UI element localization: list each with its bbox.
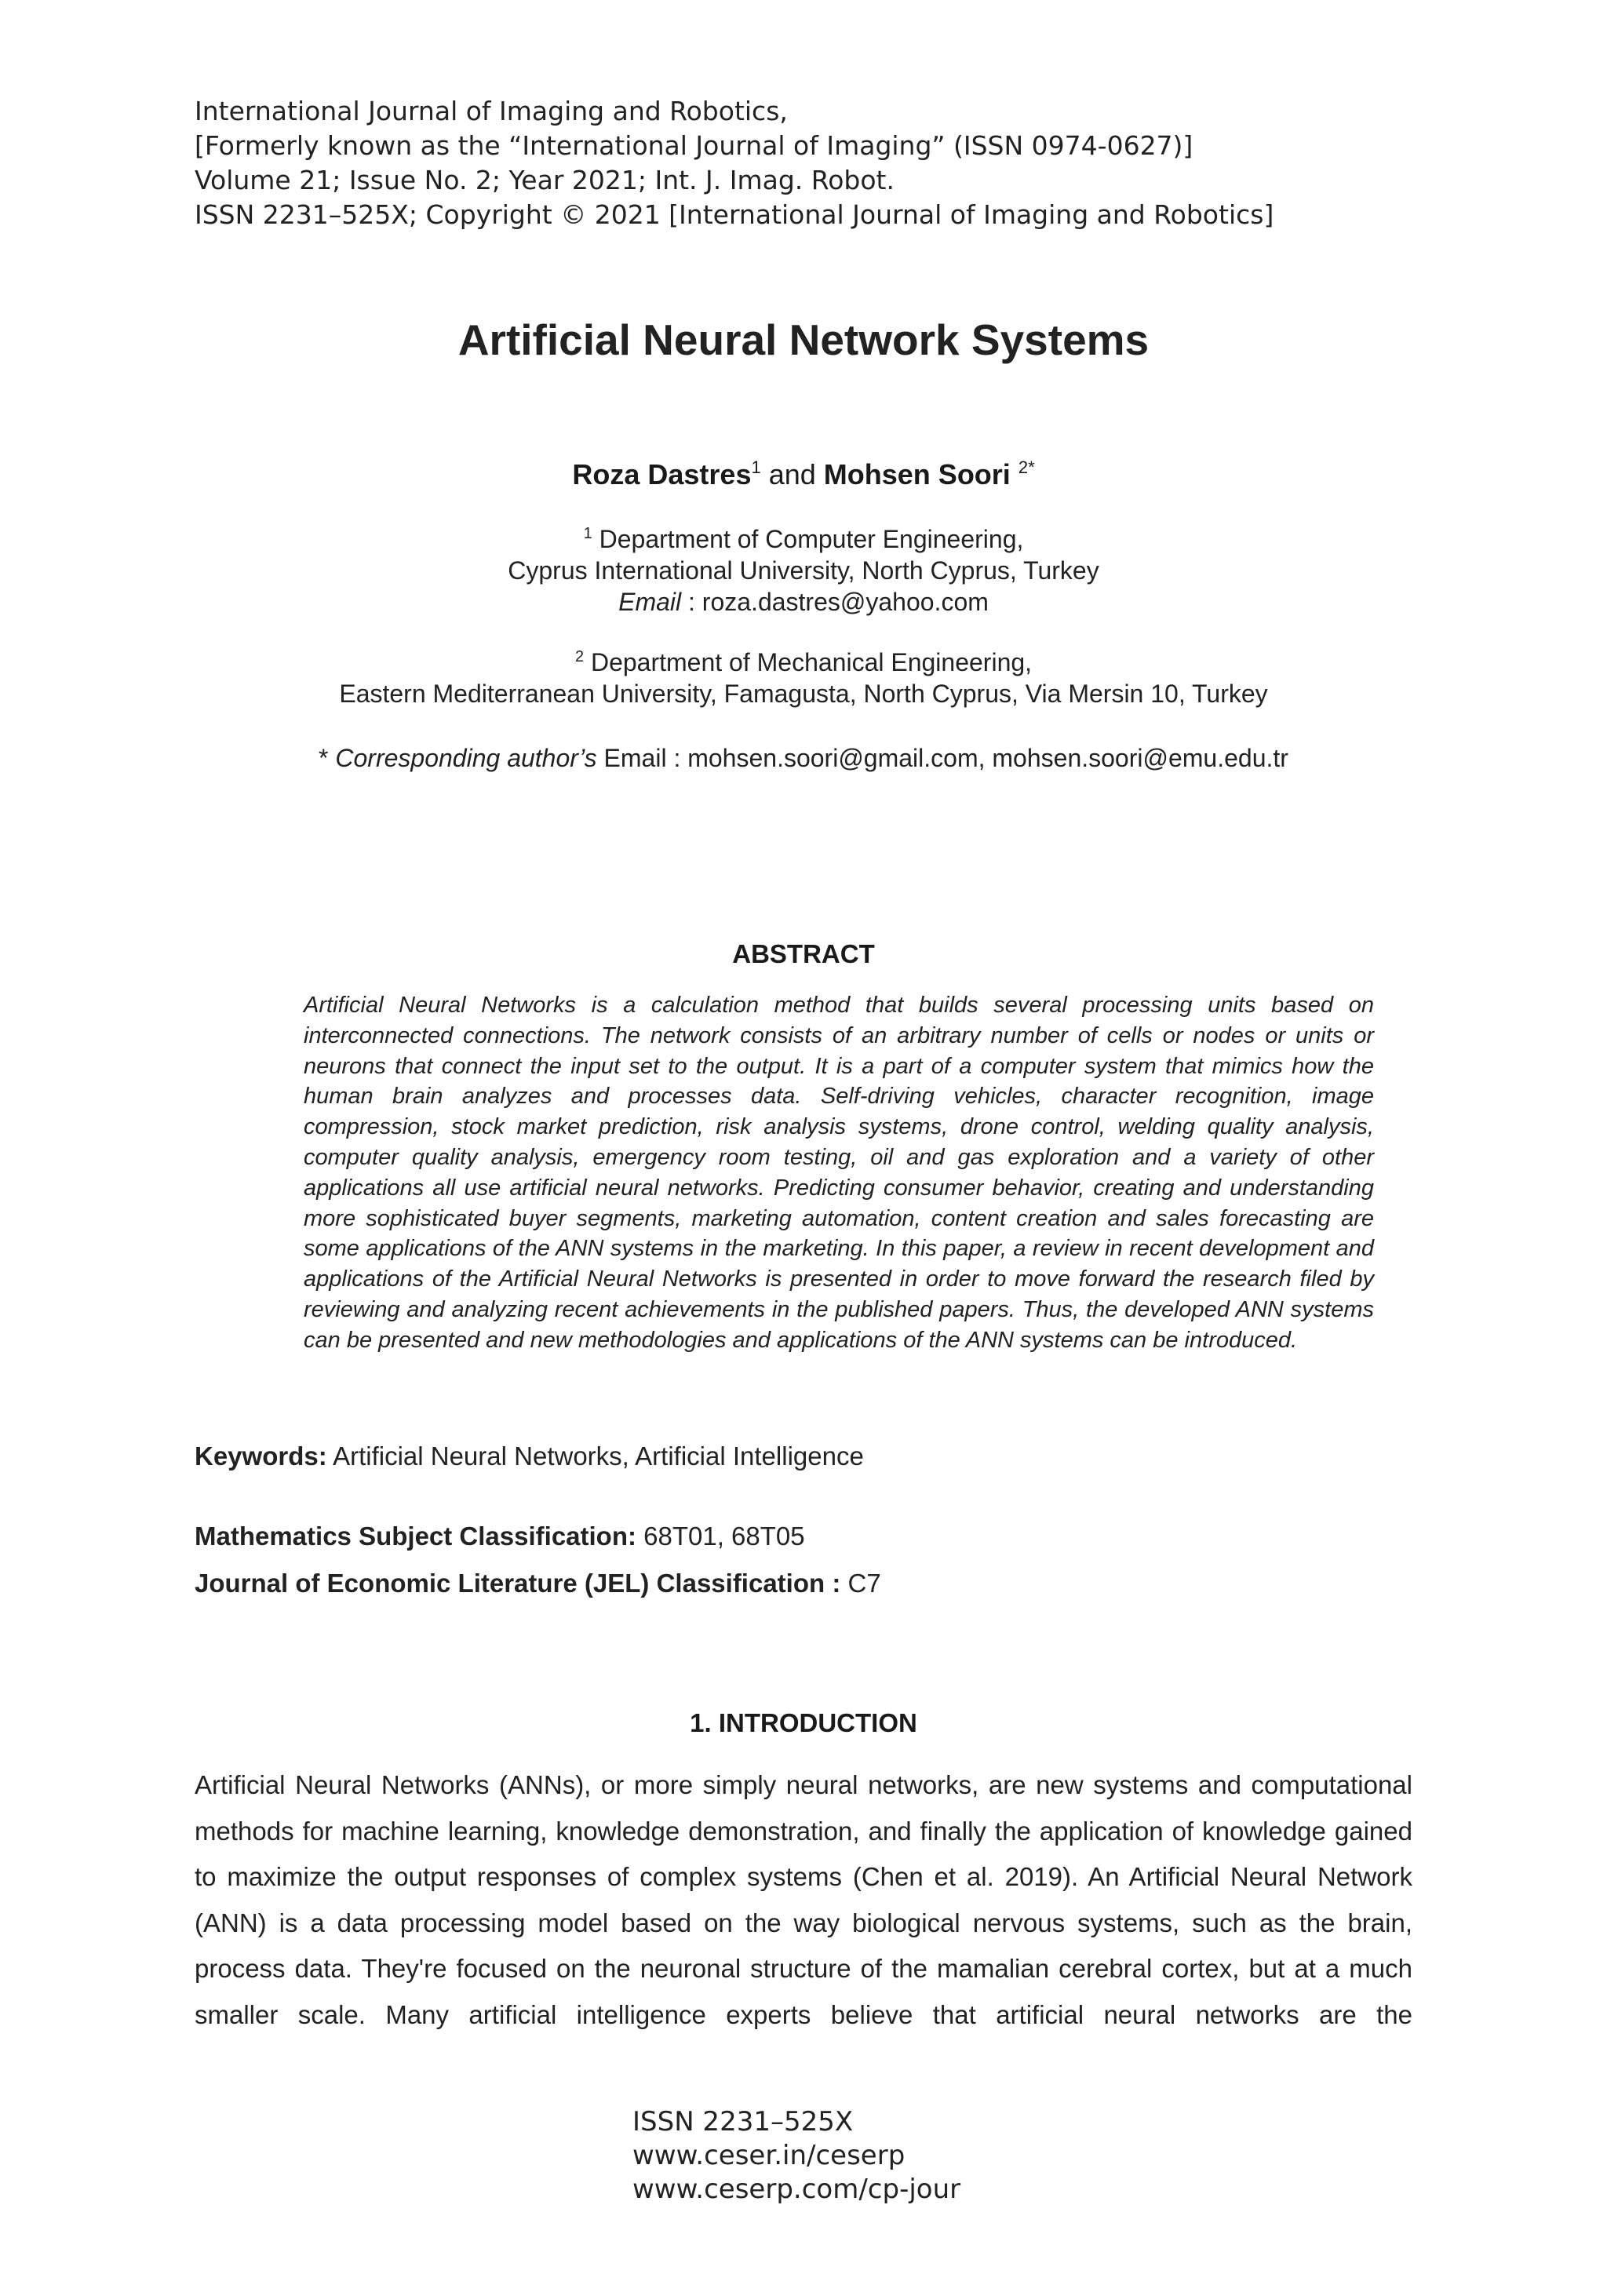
journal-header-line: [Formerly known as the “International Journal of Imaging” (ISSN 0974-0627)] (195, 130, 1193, 161)
journal-header-line: ISSN 2231–525X; Copyright © 2021 [International Journal of Imaging and Robotics] (195, 199, 1274, 230)
keywords-label: Keywords: (195, 1441, 327, 1471)
affiliation-1 (0, 523, 1607, 618)
author-line (0, 455, 1607, 494)
affiliation-university: Eastern Mediterranean University, Famagusta, North Cyprus, Via Mersin 10, Turkey (339, 680, 1268, 708)
jel-classification (195, 1566, 1419, 1601)
corresponding-emails: Email : mohsen.soori@gmail.com, mohsen.soori@emu.edu.tr (596, 744, 1288, 772)
corresponding-label: Corresponding author’s (335, 744, 597, 772)
keywords (195, 1439, 1419, 1474)
affiliation-2 (0, 647, 1607, 709)
corresponding-author (0, 742, 1607, 774)
jel-label: Journal of Economic Literature (JEL) Classification : (195, 1569, 841, 1598)
section-heading: 1. INTRODUCTION (690, 1708, 917, 1737)
corresponding-asterisk: * (319, 744, 336, 772)
affiliation-department: Department of Mechanical Engineering, (584, 648, 1033, 676)
author-name: Roza Dastres (572, 458, 752, 490)
affiliation-department: Department of Computer Engineering, (592, 525, 1024, 553)
abstract-body: Artificial Neural Networks is a calculation method that builds several processing units based on interconnected connections. The network consists of an arbitrary number of cells or nodes or units or neurons that connect the input set to the output. It is a part of a computer system that mimics how the human brain analyzes and processes data. Self-driving vehicles, character recognition, image compression, stock market prediction, risk analysis systems, drone control, welding quality analysis, computer quality analysis, emergency room testing, oil and gas exploration and a variety of other applications all use artificial neural networks. Predicting consumer behavior, creating and understanding more sophisticated buyer segments, marketing automation, content creation and sales forecasting are some applications of the ANN systems in the marketing. In this paper, a review in recent development and applications of the Artificial Neural Networks is presented in order to move forward the research filed by reviewing and analyzing recent achievements in the published papers. Thus, the developed ANN systems can be presented and new methodologies and applications of the ANN systems can be introduced. (304, 993, 1374, 1353)
affiliation-mark: 2 (574, 648, 585, 665)
jel-value: C7 (840, 1569, 881, 1598)
msc-value: 68T01, 68T05 (636, 1522, 805, 1551)
email-address: : roza.dastres@yahoo.com (681, 588, 989, 616)
affiliation-mark: 1 (583, 525, 592, 542)
paper-title: Artificial Neural Network Systems (457, 315, 1150, 364)
email-label: Email (618, 588, 682, 616)
msc-label: Mathematics Subject Classification: (195, 1522, 636, 1551)
keywords-value: Artificial Neural Networks, Artificial Intelligence (326, 1441, 864, 1471)
author-affiliation-mark: 2* (1018, 457, 1035, 477)
author-name: Mohsen Soori (823, 458, 1011, 490)
footer-link: www.ceserp.com/cp-jour (632, 2174, 961, 2205)
author-affiliation-mark: 1 (751, 457, 761, 477)
journal-header (195, 94, 1529, 232)
msc-classification (195, 1519, 1419, 1554)
section-body: Artificial Neural Networks (ANNs), or more simply neural networks, are new systems and computational methods for machine learning, knowledge demonstration, and finally the application of knowledge gained to maximize the output responses of complex systems (Chen et al. 2019). An Artificial Neural Network (ANN) is a data processing model based on the way biological nervous systems, such as the brain, process data. They're focused on the neuronal structure of the mamalian cerebral cortex, but at a much smaller scale. Many artificial intelligence experts believe that artificial neural networks are the (195, 1770, 1412, 2029)
affiliation-university: Cyprus International University, North Cyprus, Turkey (508, 556, 1099, 585)
footer-issn: ISSN 2231–525X (632, 2106, 854, 2137)
journal-header-line: International Journal of Imaging and Robotics, (195, 96, 788, 126)
footer-link: www.ceser.in/ceserp (632, 2140, 906, 2171)
author-separator: and (760, 458, 824, 490)
page-footer (632, 2105, 1182, 2207)
journal-header-line: Volume 21; Issue No. 2; Year 2021; Int. J. Imag. Robot. (195, 165, 895, 195)
abstract-heading: ABSTRACT (732, 939, 875, 968)
